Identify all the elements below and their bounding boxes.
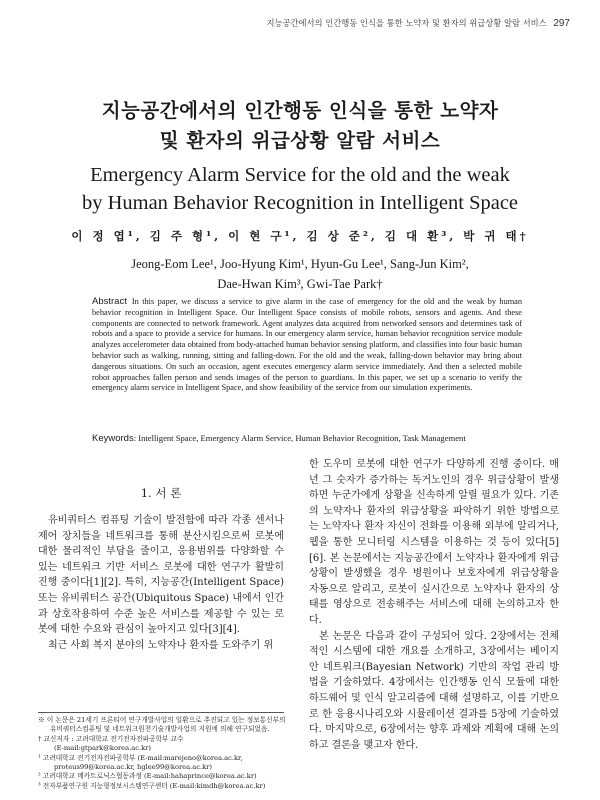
page-number: 297 — [553, 18, 570, 29]
abstract-text: In this paper, we discuss a service to give alarm in the case of emergency for the old and the weak by human behavior recognition in Intelligent Space. Our Intelligent Space consists of mobile robots, sensors and agents. And these components are connected to network framework. Agent analyzes data acquired from networked sensors and determines task of robots and a space to provide a service for humans. In our emergency alarm service, human behavior recognition service module analyzes accelerometer data obtained from body-attached human behavior sensing platform, and classifies into four basic human behavior such as walking, running, sitting and falling-down. For the old and the weak, falling-down behavior may bring about dangerous situations. On such an occasion, agent executes emergency alarm service immediately. And then a selected mobile robot approaches fallen person and sends images of the person to guardians. In this paper, we set up a scenario to verify the emergency alarm service in Intelligent Space, and show feasibility of the service from our simulation experiments. — [92, 297, 522, 393]
footnote-affiliation-1: ¹ 고려대학교 전기전자전파공학부 (E-mail:marejeno@korea.ac.kr, — [38, 753, 243, 762]
keywords-text: : Intelligent Space, Emergency Alarm Service, Human Behavior Recognition, Task Management — [133, 433, 466, 443]
footnote-corresponding-author: † 교신저자 : 고려대학교 전기전자전파공학부 교수 — [38, 734, 184, 743]
english-authors-line-2: Dae-Hwan Kim³, Gwi-Tae Park† — [217, 277, 383, 291]
korean-title-line-1: 지능공간에서의 인간행동 인식을 통한 노약자 — [101, 99, 499, 122]
english-title — [30, 161, 570, 217]
running-head — [30, 17, 570, 29]
keywords — [92, 433, 522, 444]
body-paragraph: 본 논문은 다음과 같이 구성되어 있다. 2장에서는 전체적인 시스템에 대한 개요를 소개하고, 3장에서는 베이지안 네트워크(Bayesian Network) 기반의 작업 관리 방법을 기술하였다. 4장에서는 인간행동 인식 모듈에 대한 하드웨어 및 인식 알고리즘에 대해 설명하고, 이를 기반으로 한 응용시나리오와 시뮬레이션 결과를 5장에 기술하였다. 마지막으로, 6장에서는 향후 과제와 계획에 대해 논의하고 결론을 맺고자 한다. — [309, 630, 559, 751]
right-column — [309, 457, 559, 753]
korean-authors: 이 정 엽¹, 김 주 형¹, 이 현 구¹, 김 상 준², 김 대 환³, 박 귀 태† — [71, 229, 529, 243]
footnote-funding: ※ 이 논문은 21세기 프론티어 연구개발사업의 일환으로 추진되고 있는 정보통신부의 유비쿼터스컴퓨팅 및 네트워크원천기술개발사업의 지원에 의해 연구되었음. — [38, 716, 286, 734]
running-head-text: 지능공간에서의 인간행동 인식을 통한 노약자 및 환자의 위급상황 알람 서비스 — [266, 18, 547, 28]
body-paragraph: 최근 사회 복지 분야의 노약자나 환자를 도와주기 위 — [48, 639, 274, 651]
footnote-divider — [38, 712, 284, 713]
footnote-affiliation-3: ³ 전자부품연구원 지능형정보시스템연구센터 (E-mail:kimdh@korea.ac.kr) — [38, 781, 266, 790]
abstract-label: Abstract — [92, 296, 127, 307]
abstract — [92, 297, 522, 394]
left-column — [38, 485, 284, 653]
footnotes — [38, 716, 288, 791]
english-authors — [60, 254, 540, 294]
korean-title — [40, 96, 560, 156]
section-heading-introduction: 1. 서 론 — [140, 486, 182, 500]
footnote-corresponding-email: (E-mail:gtpark@korea.ac.kr) — [54, 744, 151, 753]
english-title-line-2: by Human Behavior Recognition in Intelligent Space — [81, 192, 519, 214]
footnote-affiliation-2: ² 고려대학교 메카트로닉스협동과정 (E-mail:hahaprince@korea.ac.kr) — [38, 772, 257, 781]
body-paragraph: 한 도우미 로봇에 대한 연구가 다양하게 진행 중이다. 매년 그 숫자가 증가하는 독거노인의 경우 위급상황이 발생하면 누군가에게 상황을 신속하게 알릴 필요가 있다. 기존의 노약자나 환자의 위급상황을 파악하기 위한 방법으로는 노약자나 환자 자신이 전화를 이용해 외부에 알리거나, 웹을 통한 모니터링 시스템을 이용하는 것 등이 있다[5][6]. 본 논문에서는 지능공간에서 노약자나 환자에게 위급상황이 발생했을 경우 병원이나 보호자에게 위급상황을 자동으로 알리고, 로봇이 실시간으로 노약자나 환자의 상태를 영상으로 전송해주는 서비스에 대해 논의하고자 한다. — [309, 459, 559, 626]
keywords-label: Keywords — [92, 433, 134, 444]
korean-title-line-2: 및 환자의 위급상황 알람 서비스 — [159, 129, 441, 152]
english-title-line-1: Emergency Alarm Service for the old and the weak — [90, 164, 510, 186]
english-authors-line-1: Jeong-Eom Lee¹, Joo-Hyung Kim¹, Hyun-Gu Lee¹, Sang-Jun Kim², — [131, 257, 469, 271]
footnote-affiliation-1-emails: proteus99@korea.ac.kr, hglee99@korea.ac.kr) — [54, 763, 212, 772]
body-paragraph: 유비쿼터스 컴퓨팅 기술이 발전함에 따라 각종 센서나 제어 장치들을 네트워크를 통해 분산시킴으로써 로봇에 대한 물리적인 부담을 줄이고, 응용범위를 다양화할 수 있는 네트워크 기반 서비스 로봇에 대한 연구가 활발히 진행 중이다[1][2]. 특히, 지능공간(Intelligent Space) 또는 유비쿼터스 공간(Ubiquitous Space) 내에서 인간과 상호작용하여 수준 높은 서비스를 제공할 수 있는 로봇에 대한 수요와 관심이 높아지고 있다[3][4]. — [38, 515, 284, 636]
